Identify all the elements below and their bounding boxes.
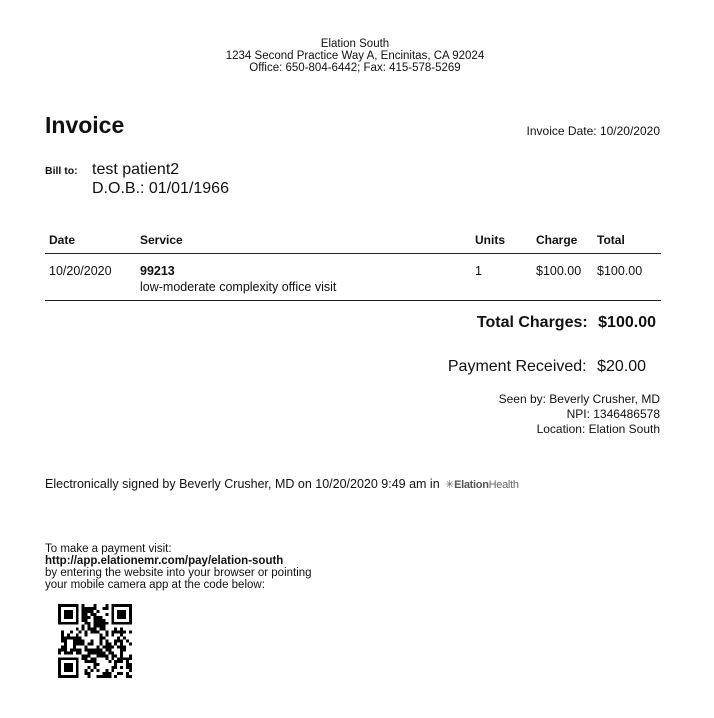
payment-received-value: $20.00 [597, 358, 646, 375]
table-row [45, 254, 661, 301]
total-charges [477, 314, 656, 332]
invoice-date-value: 10/20/2020 [599, 124, 660, 138]
service-code: 99213 [140, 264, 175, 278]
signature-text: Electronically signed by Beverly Crusher, MD on 10/20/2020 9:49 am in [45, 477, 440, 491]
payment-instructions [45, 543, 312, 591]
total-charges-value: $100.00 [598, 314, 656, 331]
table-header-row [45, 230, 661, 254]
bill-to-block [92, 160, 229, 198]
header-total: Total [593, 230, 661, 254]
header-date: Date [45, 230, 136, 254]
payment-instruction-line: by entering the website into your browser or pointing [45, 567, 312, 579]
payment-received [448, 358, 646, 376]
practice-name: Elation South [320, 38, 390, 50]
signature-line [45, 477, 519, 491]
practice-address: 1234 Second Practice Way A, Encinitas, CA 92024 [225, 50, 485, 62]
line-items-table [45, 230, 661, 301]
row-date: 10/20/2020 [45, 254, 136, 301]
payment-intro: To make a payment visit: [45, 543, 172, 555]
header-units: Units [471, 230, 532, 254]
row-total: $100.00 [593, 254, 661, 301]
invoice-date [527, 124, 660, 138]
total-charges-label: Total Charges: [476, 314, 588, 331]
provider-npi: NPI: 1346486578 [566, 407, 660, 421]
invoice-date-label: Invoice Date: [526, 124, 597, 138]
provider-info [499, 392, 660, 437]
payment-instruction-line: your mobile camera app at the code below: [45, 579, 265, 591]
patient-name: test patient2 [92, 161, 180, 178]
patient-dob: D.O.B.: 01/01/1966 [92, 180, 229, 197]
elation-health-logo: ✳ElationHealth [445, 479, 519, 492]
payment-url: http://app.elationemr.com/pay/elation-south [45, 555, 284, 567]
row-units: 1 [471, 254, 532, 301]
row-charge: $100.00 [532, 254, 593, 301]
practice-header [0, 38, 710, 74]
header-service: Service [136, 230, 471, 254]
header-charge: Charge [532, 230, 593, 254]
qr-code-icon [58, 604, 132, 678]
payment-received-label: Payment Received: [447, 358, 587, 375]
row-service [136, 254, 471, 301]
seen-by: Seen by: Beverly Crusher, MD [498, 392, 660, 406]
service-description: low-moderate complexity office visit [140, 280, 337, 294]
invoice-title: Invoice [45, 112, 125, 138]
bill-to-label: Bill to: [45, 165, 78, 177]
visit-location: Location: Elation South [536, 422, 660, 436]
practice-contact: Office: 650-804-6442; Fax: 415-578-5269 [249, 62, 461, 74]
